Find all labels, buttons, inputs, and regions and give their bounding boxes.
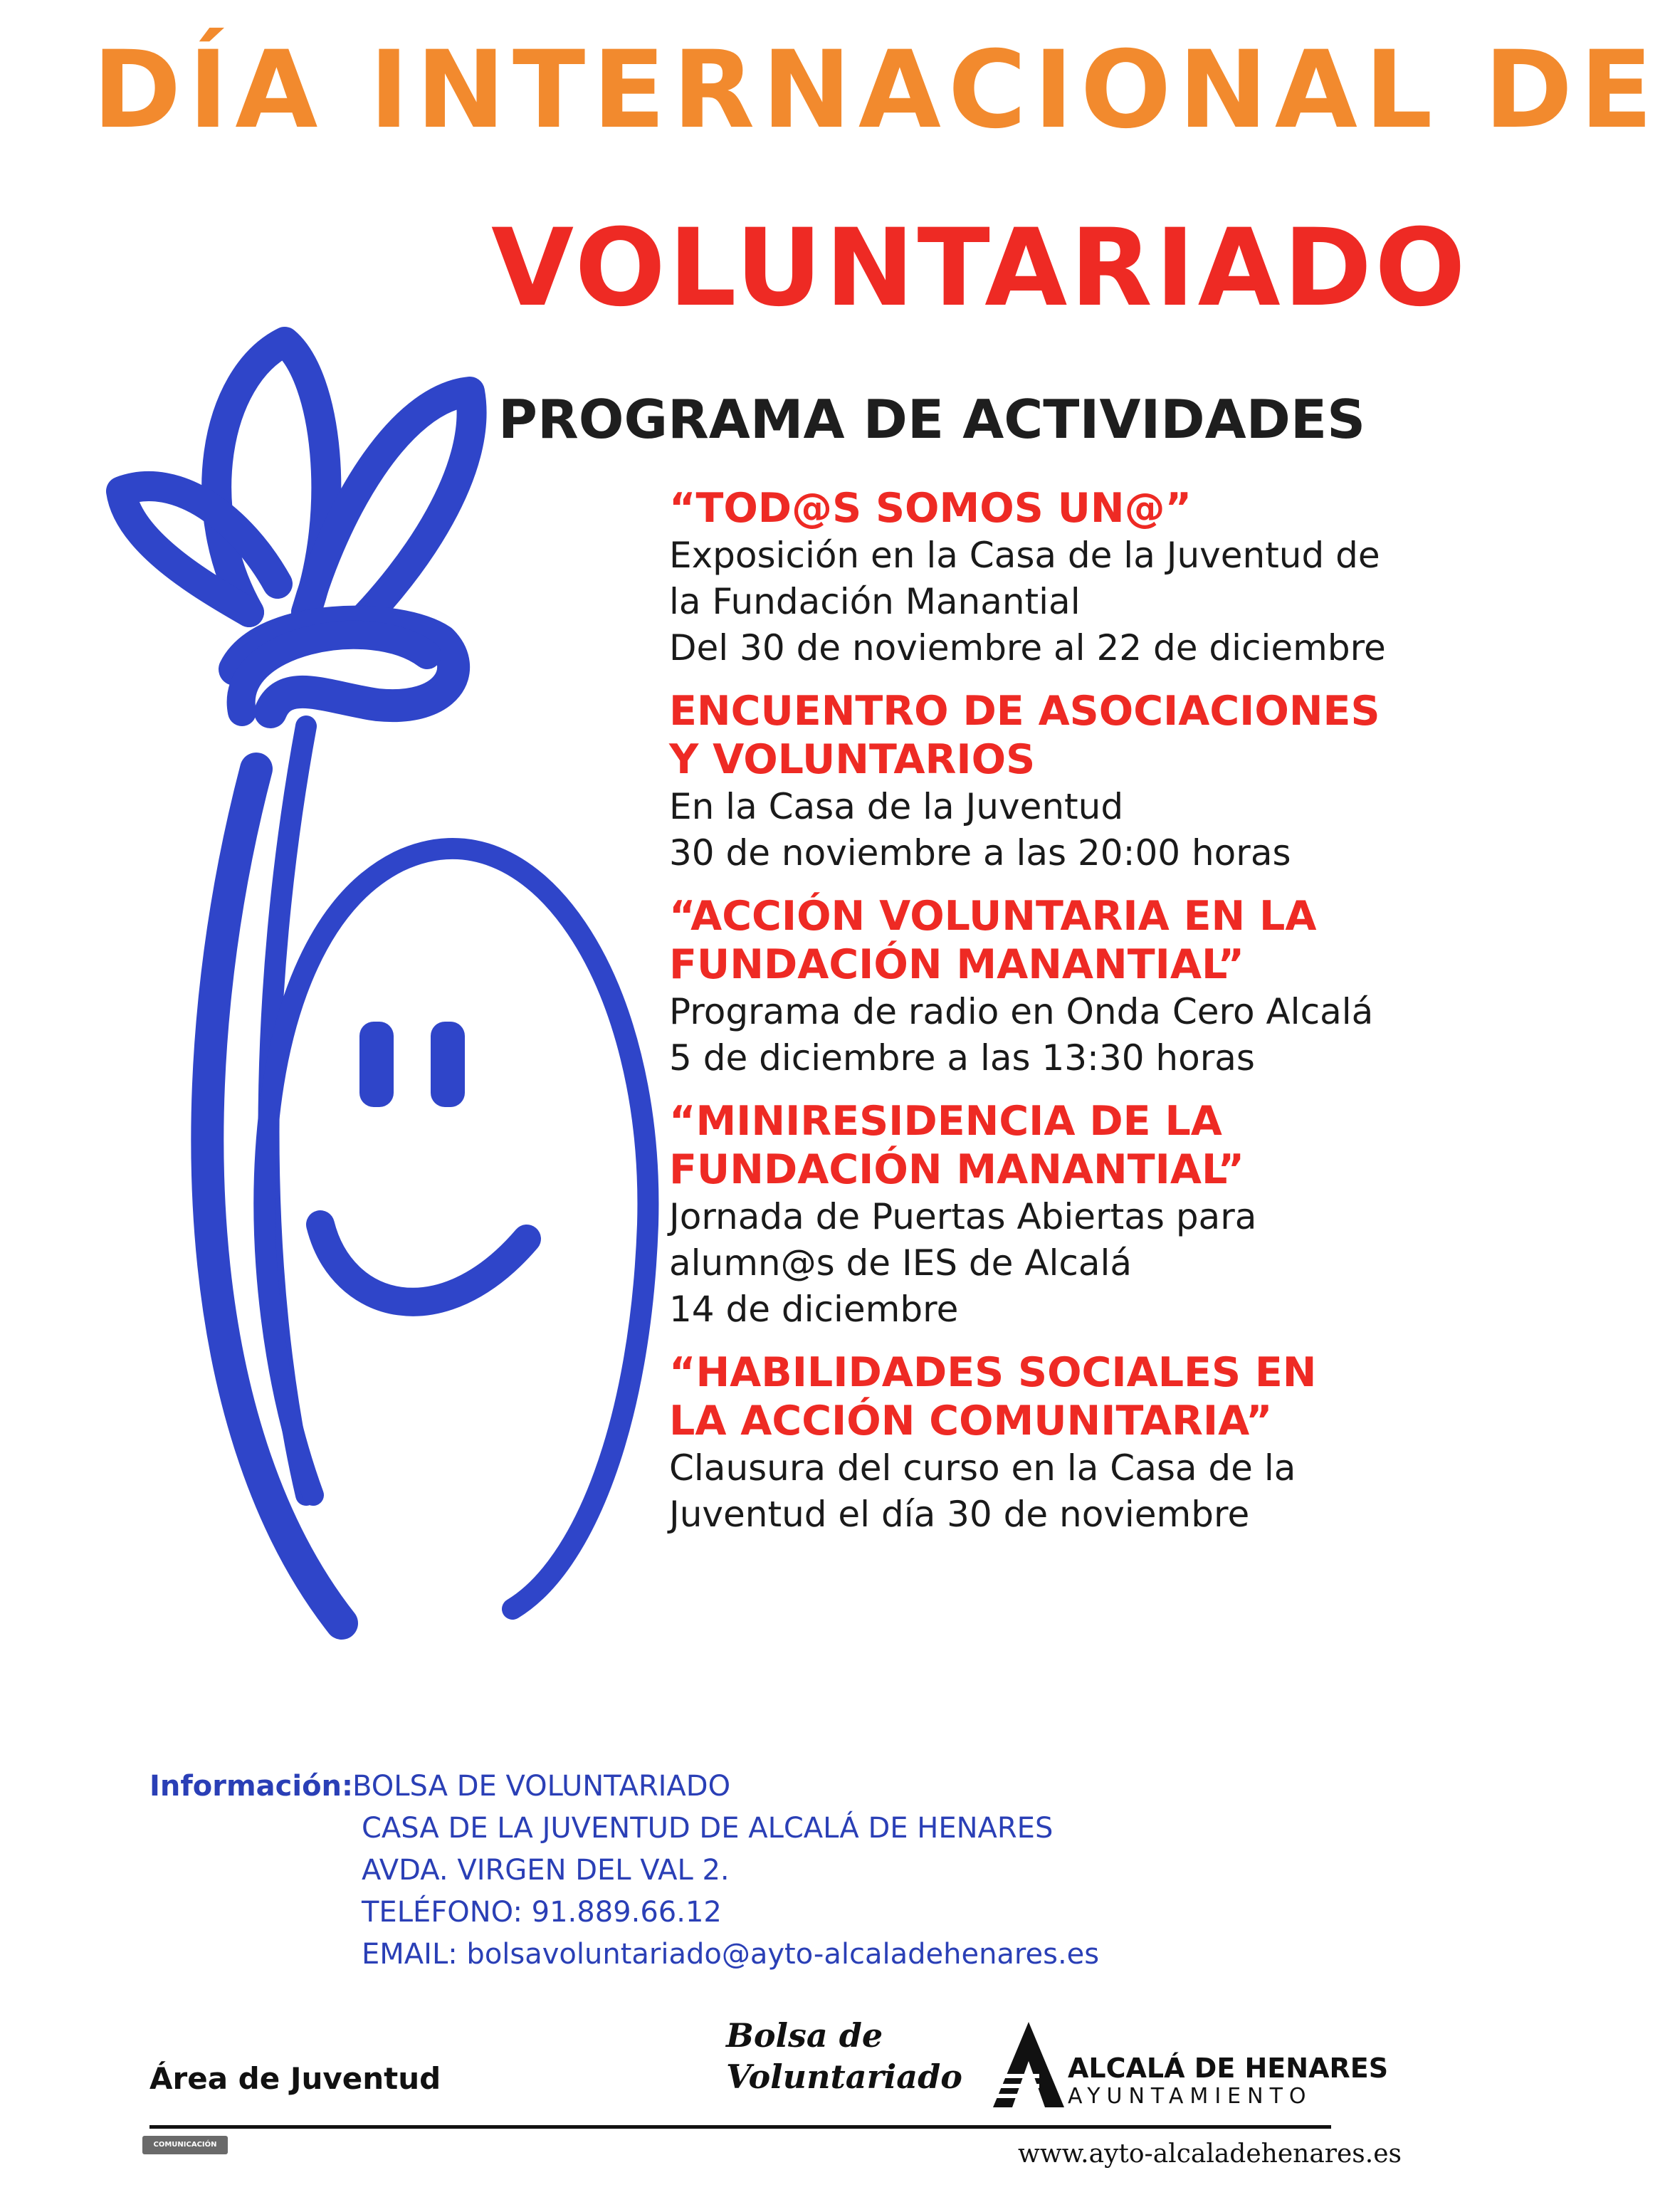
info-email: EMAIL: bolsavoluntariado@ayto-alcaladehenares.es (362, 1938, 1100, 1971)
footer-divider (149, 2125, 1331, 2129)
event-detail: En la Casa de la Juventud (669, 786, 1124, 827)
event-title: ENCUENTRO DE ASOCIACIONES (669, 688, 1380, 735)
event-detail: Programa de radio en Onda Cero Alcalá (669, 991, 1374, 1032)
alcala-city-name: ALCALÁ DE HENARES (1068, 2053, 1389, 2084)
event-title: FUNDACIÓN MANANTIAL” (669, 1146, 1245, 1193)
event-title: “HABILIDADES SOCIALES EN (669, 1349, 1317, 1396)
event-detail: 5 de diciembre a las 13:30 horas (669, 1037, 1255, 1079)
contact-info (149, 1766, 1099, 1976)
alcala-ayuntamiento-logo (989, 2018, 1389, 2111)
event-item (669, 1097, 1438, 1333)
comunicacion-badge: COMUNICACIÓN (142, 2136, 228, 2154)
volunteer-mascot-illustration (71, 214, 712, 1780)
event-title: LA ACCIÓN COMUNITARIA” (669, 1398, 1273, 1445)
bolsa-logo-line-2: Voluntariado (726, 2058, 962, 2096)
event-detail: Jornada de Puertas Abiertas para (669, 1196, 1257, 1237)
alcala-council-name: AYUNTAMIENTO (1068, 2084, 1313, 2109)
info-street: AVDA. VIRGEN DEL VAL 2. (362, 1854, 730, 1887)
event-item (669, 1348, 1438, 1538)
info-first-line (149, 1766, 1099, 1808)
alcala-a-icon (989, 2018, 1068, 2111)
event-detail: Clausura del curso en la Casa de la (669, 1447, 1296, 1489)
event-detail: Juventud el día 30 de noviembre (669, 1494, 1250, 1535)
event-detail: alumn@s de IES de Alcalá (669, 1242, 1133, 1284)
event-item (669, 687, 1438, 876)
area-de-juventud: Área de Juventud (149, 2061, 441, 2096)
event-detail: la Fundación Manantial (669, 581, 1081, 622)
website-url: www.ayto-alcaladehenares.es (1018, 2139, 1402, 2169)
info-phone: TELÉFONO: 91.889.66.12 (362, 1896, 722, 1929)
bolsa-voluntariado-logo (726, 2015, 962, 2097)
event-title: FUNDACIÓN MANANTIAL” (669, 941, 1245, 988)
program-subtitle: PROGRAMA DE ACTIVIDADES (498, 388, 1366, 451)
event-detail: Del 30 de noviembre al 22 de diciembre (669, 627, 1386, 669)
title-line-2: VOLUNTARIADO (491, 206, 1469, 330)
event-title: “TOD@S SOMOS UN@” (669, 485, 1192, 532)
info-address-line: CASA DE LA JUVENTUD DE ALCALÁ DE HENARES (362, 1812, 1054, 1845)
event-detail: 30 de noviembre a las 20:00 horas (669, 832, 1291, 874)
event-detail: Exposición en la Casa de la Juventud de (669, 535, 1380, 576)
event-title: Y VOLUNTARIOS (669, 736, 1036, 783)
info-label: Información: (149, 1770, 354, 1803)
info-organization: BOLSA DE VOLUNTARIADO (352, 1770, 731, 1803)
event-detail: 14 de diciembre (669, 1289, 959, 1330)
title-line-1: DÍA INTERNACIONAL DE (93, 28, 1660, 152)
bolsa-logo-line-1: Bolsa de (726, 2016, 883, 2055)
events-list (669, 484, 1438, 1553)
event-title: “MINIRESIDENCIA DE LA (669, 1098, 1222, 1145)
event-item (669, 892, 1438, 1081)
event-title: “ACCIÓN VOLUNTARIA EN LA (669, 893, 1317, 940)
event-item (669, 484, 1438, 671)
